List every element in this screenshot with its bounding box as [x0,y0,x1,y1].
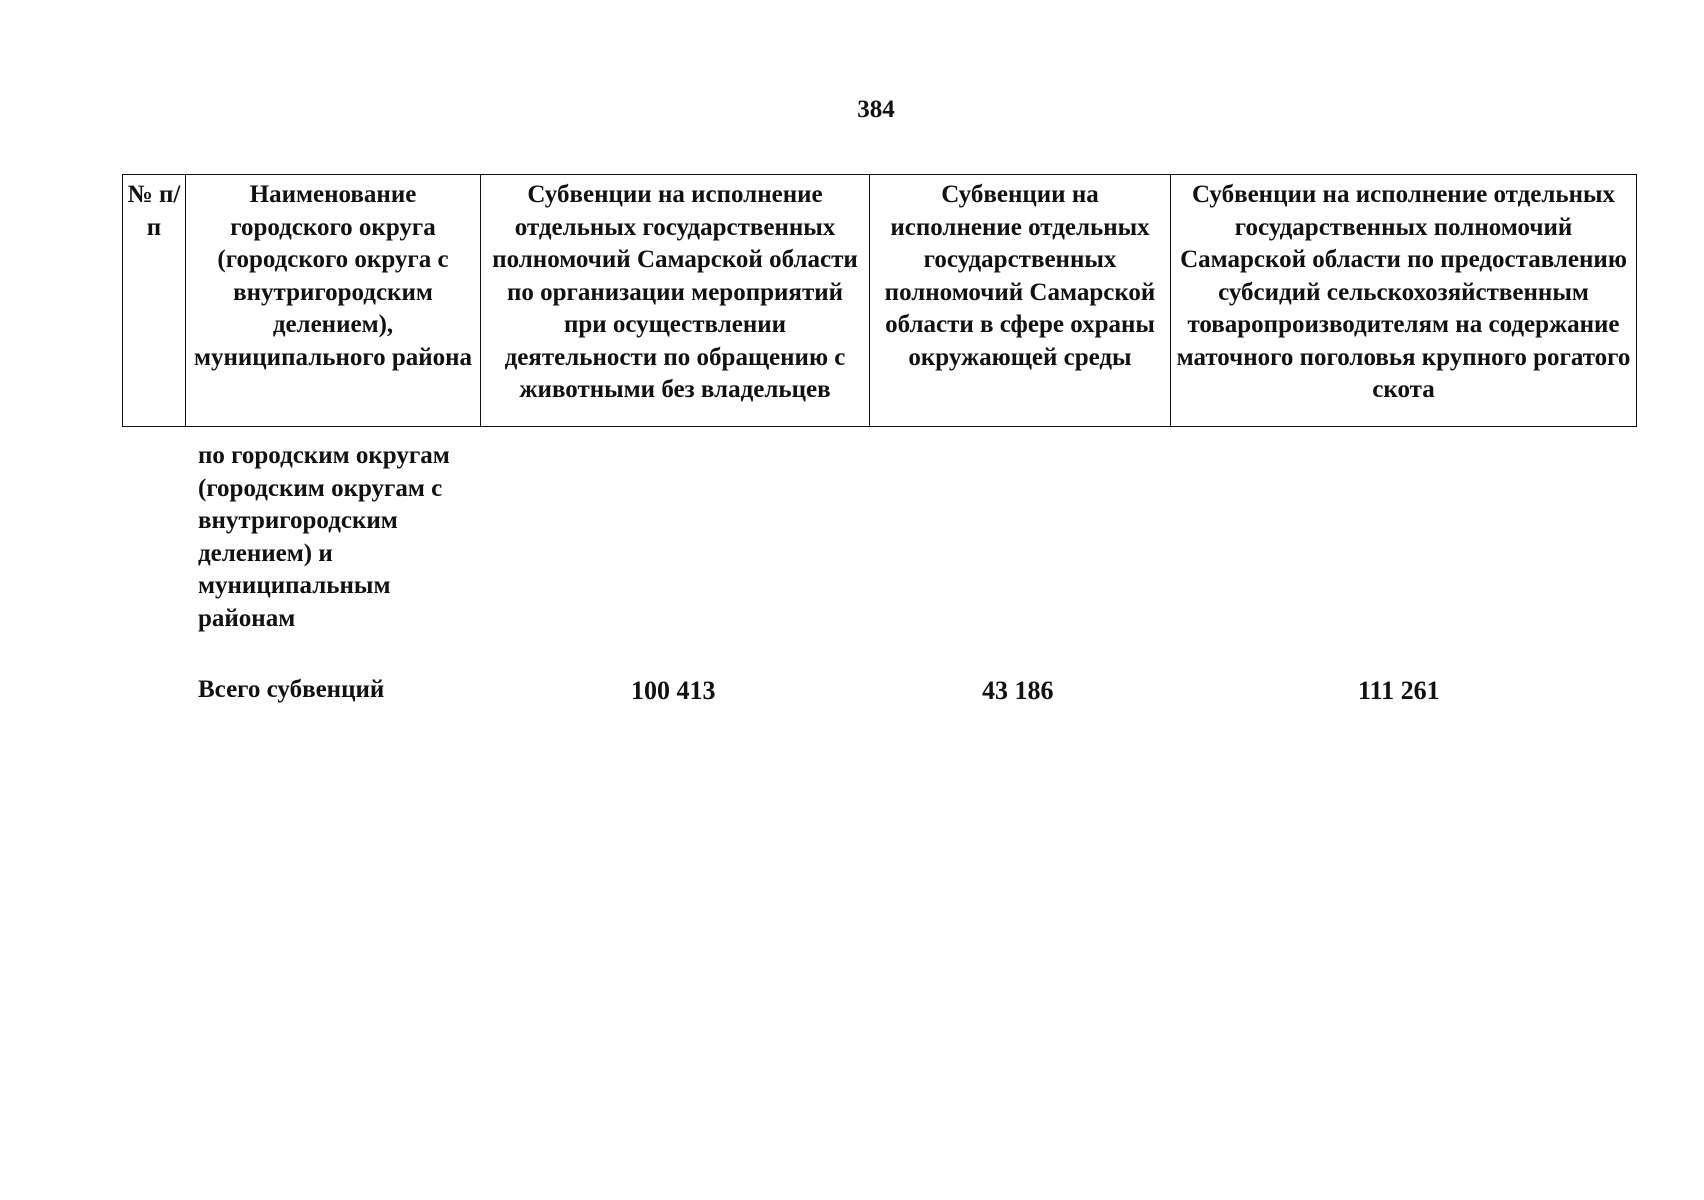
page-number: 384 [857,96,895,123]
total-value-animals: 100 413 [631,676,716,705]
total-value-cattle: 111 261 [1358,676,1440,705]
total-value-environment: 43 186 [982,676,1054,705]
header-subvention-environment: Субвенции на исполнение отдельных государственных полномочий Самарской области в сфере охраны окружающей среды [870,175,1171,427]
header-number: № п/п [123,175,186,427]
header-municipality-name: Наименование городского округа (городского округа с внутригородским делением), муниципального района [186,175,481,427]
header-subvention-cattle: Субвенции на исполнение отдельных государственных полномочий Самарской области по предоставлению субсидий сельскохозяйственным товаропроизводителям на содержание маточного поголовья крупного рогатого скота [1171,175,1637,427]
section-label: по городским округам (городским округам с внутригородским делением) и муниципальным районам [198,442,450,632]
table-header-row [123,175,1637,427]
total-label: Всего субвенций [198,676,385,703]
subventions-table [122,174,1637,427]
header-subvention-animals: Субвенции на исполнение отдельных государственных полномочий Самарской области по организации мероприятий при осуществлении деятельности по обращению с животными без владельцев [481,175,870,427]
